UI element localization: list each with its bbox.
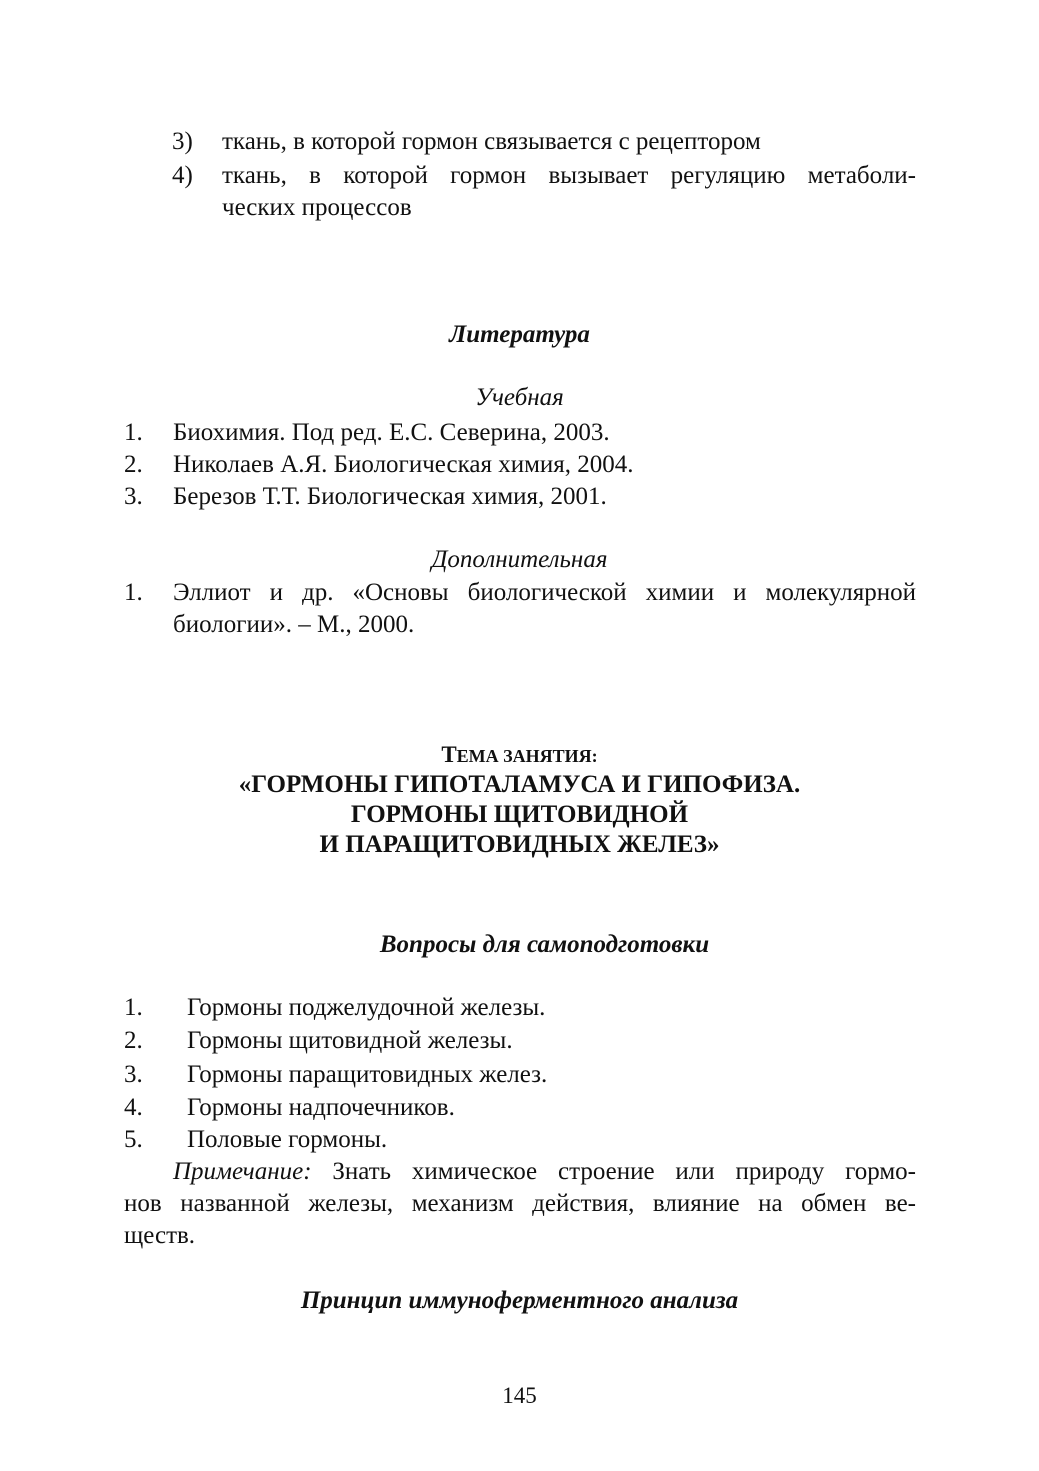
reference-continuation: биологии». – М., 2000.: [173, 611, 415, 638]
reference-number: 1.: [124, 579, 143, 606]
note-line: нов названной железы, механизм действия, влияние на обмен ве-: [124, 1190, 916, 1217]
question-text: Гормоны щитовидной железы.: [187, 1027, 513, 1054]
literature-heading: Литература: [449, 321, 590, 348]
principle-heading: Принцип иммуноферментного анализа: [300, 1287, 739, 1314]
question-text: Половые гормоны.: [187, 1126, 388, 1153]
reference-number: 2.: [124, 451, 143, 478]
note-label: Примечание:: [173, 1158, 312, 1185]
reference-number: 1.: [124, 419, 143, 446]
question-text: Гормоны поджелудочной железы.: [187, 994, 546, 1021]
reference-number: 3.: [124, 483, 143, 510]
topic-title-line: И ПАРАЩИТОВИДНЫХ ЖЕЛЕЗ»: [319, 831, 720, 858]
reference-text: Биохимия. Под ред. Е.С. Северина, 2003.: [173, 419, 610, 446]
question-number: 2.: [124, 1027, 143, 1054]
questions-heading: Вопросы для самоподготовки: [379, 931, 710, 958]
question-number: 1.: [124, 994, 143, 1021]
list-item-text: ткань, в которой гормон вызывает регуляцию метаболи-: [222, 162, 916, 189]
note-line: ществ.: [124, 1222, 196, 1249]
page-number: 145: [502, 1383, 537, 1408]
topic-title-line: «ГОРМОНЫ ГИПОТАЛАМУСА И ГИПОФИЗА.: [238, 771, 801, 798]
topic-label: [0, 740, 1039, 771]
list-item-number: 4): [172, 162, 193, 189]
question-number: 4.: [124, 1094, 143, 1121]
list-item-text: ткань, в которой гормон связывается с рецептором: [222, 128, 761, 155]
basic-literature-subheading: Учебная: [475, 384, 564, 411]
note-line: [173, 1157, 916, 1187]
list-item-continuation: ческих процессов: [222, 194, 412, 221]
topic-label-rest: ЕМА ЗАНЯТИЯ:: [456, 746, 598, 766]
reference-text: Эллиот и др. «Основы биологической химии и молекулярной: [173, 579, 916, 606]
topic-label-initial: Т: [441, 742, 457, 767]
note-text: Знать химическое строение или природу гормо-: [332, 1158, 916, 1185]
reference-text: Березов Т.Т. Биологическая химия, 2001.: [173, 483, 607, 510]
list-item-number: 3): [172, 128, 193, 155]
question-number: 5.: [124, 1126, 143, 1153]
topic-title-line: ГОРМОНЫ ЩИТОВИДНОЙ: [350, 801, 689, 828]
question-text: Гормоны паращитовидных желез.: [187, 1061, 548, 1088]
question-number: 3.: [124, 1061, 143, 1088]
additional-literature-subheading: Дополнительная: [431, 546, 608, 573]
reference-text: Николаев А.Я. Биологическая химия, 2004.: [173, 451, 634, 478]
question-text: Гормоны надпочечников.: [187, 1094, 455, 1121]
